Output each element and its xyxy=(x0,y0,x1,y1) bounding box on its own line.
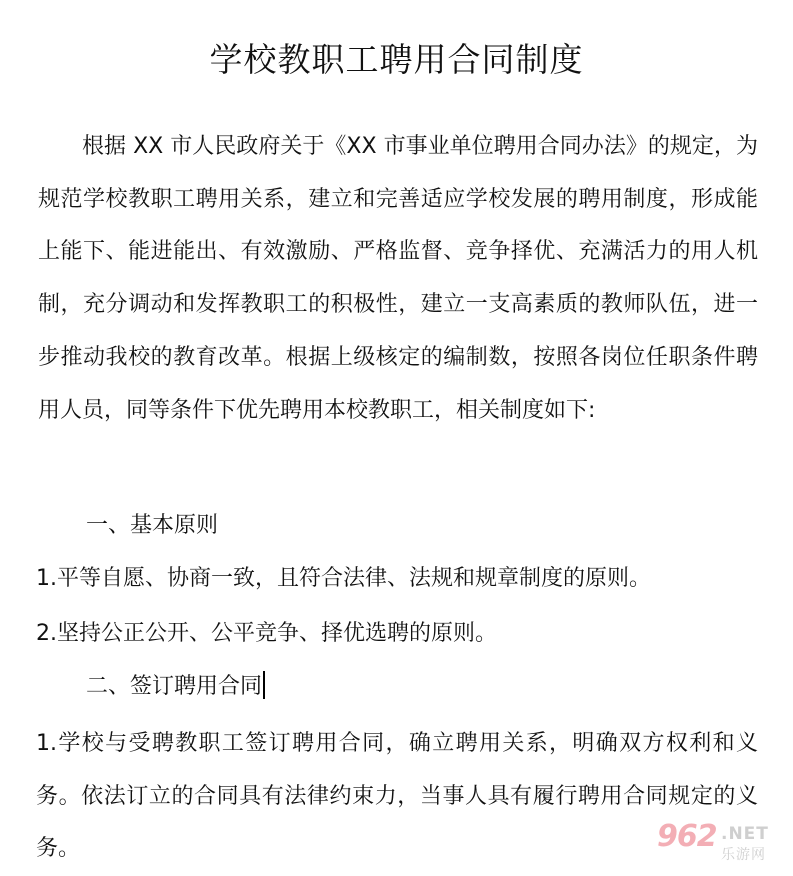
text-cursor xyxy=(263,671,265,699)
principle-item-2: 2.坚持公正公开、公平竞争、择优选聘的原则。 xyxy=(36,621,497,646)
section-heading-basic-principles: 一、基本原则 xyxy=(86,513,219,538)
principle-item-1: 1.平等自愿、协商一致，且符合法律、法规和规章制度的原则。 xyxy=(36,566,651,591)
document-title: 学校教职工聘用合同制度 xyxy=(209,40,584,79)
watermark-number: 962 xyxy=(657,819,717,854)
watermark-logo xyxy=(655,820,787,870)
section-heading-sign-contract[interactable] xyxy=(86,661,265,713)
section-heading-sign-contract-text: 二、签订聘用合同 xyxy=(86,674,263,699)
watermark-site-name: 乐游网 xyxy=(721,847,766,863)
watermark-domain: .NET xyxy=(721,824,769,844)
intro-paragraph: 根据 XX 市人民政府关于《XX 市事业单位聘用合同办法》的规定，为规范学校教职工聘用关系，建立和完善适应学校发展的聘用制度，形成能上能下、能进能出、有效激励、严格监督、竞争择优、充满活力的用人机制，充分调动和发挥教职工的积极性，建立一支高素质的教师队伍，进一步推动我校的教育改革。根据上级核定的编制数，按照各岗位任职条件聘用人员，同等条件下优先聘用本校教职工，相关制度如下: xyxy=(38,134,758,423)
contract-item-1: 1.学校与受聘教职工签订聘用合同，确立聘用关系，明确双方权利和义务。依法订立的合同具有法律约束力，当事人具有履行聘用合同规定的义务。 xyxy=(36,731,758,862)
